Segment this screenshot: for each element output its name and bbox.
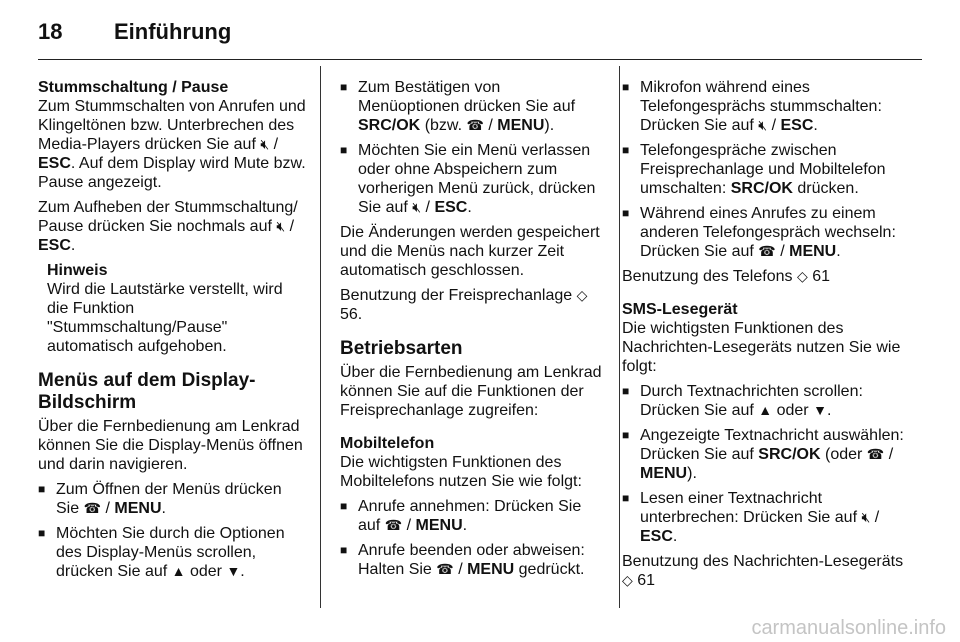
button-name: ESC (38, 237, 71, 254)
text: Zum Öffnen der Menüs drücken Sie (56, 481, 282, 517)
note-text: Wird die Lautstärke verstellt, wird die Funktion "Stummschaltung/Pause" automatisch aufgehoben. (47, 281, 283, 355)
text: . (813, 117, 818, 134)
list-item (622, 141, 908, 198)
list-item (38, 524, 306, 581)
arrow-up-icon: ▲ (758, 402, 773, 418)
paragraph: Die wichtigsten Funktionen des Nachrichten-Lesegeräts nutzen Sie wie folgt: (622, 320, 901, 375)
bullet-list (340, 497, 604, 579)
subheading-mobile: Mobiltelefon (340, 435, 435, 452)
text: gedrückt. (518, 561, 585, 578)
phone-handset-icon: ☎︎ (866, 446, 885, 462)
arrow-up-icon: ▲ (171, 563, 186, 579)
page-reference-icon: ◇ (796, 268, 808, 284)
phone-handset-icon: ☎︎ (466, 117, 484, 133)
text: / (488, 117, 493, 134)
text: / (425, 199, 430, 216)
button-name: MENU (467, 561, 515, 578)
column-1 (38, 78, 306, 587)
text: / (458, 561, 463, 578)
subheading-sms: SMS-Lesegerät (622, 301, 738, 318)
text: / (273, 136, 279, 153)
text: / (289, 218, 295, 235)
text: . (240, 563, 245, 580)
mute-speaker-icon: 🔇︎ (276, 218, 286, 234)
button-name: ESC (780, 117, 814, 134)
page-number: 18 (38, 19, 63, 44)
paragraph: Über die Fernbedienung am Lenkrad können Sie die Display-Menüs öffnen und darin navigieren. (38, 418, 303, 473)
text: oder (189, 563, 222, 580)
text: . (70, 237, 76, 254)
text: Anrufe annehmen: Drücken Sie auf (358, 498, 582, 534)
spacer (622, 292, 908, 300)
text: Zum Aufheben der Stummschaltung/ Pause drücken Sie nochmals auf (38, 199, 298, 235)
text: . (467, 199, 472, 216)
text: . (826, 402, 832, 419)
text: oder (776, 402, 809, 419)
text: / (874, 509, 880, 526)
text: Benutzung des Telefons (622, 268, 793, 285)
column-divider (619, 66, 620, 608)
button-name: ESC (38, 155, 71, 172)
paragraph: Die wichtigsten Funktionen des Mobiltelefons nutzen Sie wie folgt: (340, 454, 582, 490)
text: Angezeigte Textnachricht auswählen: Drücken Sie auf (640, 427, 904, 463)
watermark: carmanualsonline.info (751, 617, 946, 639)
list-item (340, 541, 604, 579)
column-3 (622, 78, 908, 596)
text: Anrufe beenden oder abweisen: Halten Sie (358, 542, 585, 578)
bullet-list (38, 480, 306, 581)
note-title: Hinweis (47, 262, 108, 279)
text: Zum Bestätigen von Menüoptionen drücken Sie auf (358, 79, 576, 115)
button-name: ESC (640, 528, 673, 545)
button-name: ESC (434, 199, 468, 216)
mute-speaker-icon: 🔇︎ (861, 509, 871, 525)
button-name: MENU (640, 465, 688, 482)
text: / (888, 446, 894, 463)
column-divider (320, 66, 321, 608)
phone-handset-icon: ☎︎ (83, 500, 102, 516)
page-reference-icon: ◇ (622, 572, 633, 588)
text: Benutzung des Nachrichten-Lesegeräts (622, 553, 904, 570)
mute-speaker-icon: 🔇︎ (412, 199, 422, 215)
list-item (622, 204, 908, 261)
text: drücken. (797, 180, 859, 197)
text: ). (544, 117, 555, 134)
text: . (462, 517, 468, 534)
page-header (38, 18, 231, 46)
paragraph (38, 97, 306, 192)
list-item (622, 78, 908, 135)
text: / (406, 517, 412, 534)
button-name: SRC/OK (758, 446, 821, 463)
text: Während eines Anrufes zu einem anderen Telefongespräch wechseln: Drücken Sie auf (640, 205, 896, 260)
section-heading-menus: Menüs auf dem Display-Bildschirm (38, 370, 256, 413)
button-name: SRC/OK (730, 180, 793, 197)
mute-speaker-icon: 🔇︎ (260, 136, 270, 152)
list-item (622, 426, 908, 483)
spacer (340, 426, 604, 434)
page-reference-icon: ◇ (576, 287, 588, 303)
paragraph (622, 267, 908, 286)
paragraph: Die Änderungen werden gespeichert und die Menüs nach kurzer Zeit automatisch geschlossen. (340, 224, 600, 279)
bullet-list (340, 78, 604, 217)
text: Durch Textnachrichten scrollen: Drücken Sie auf (640, 383, 863, 419)
phone-handset-icon: ☎︎ (436, 561, 454, 577)
text: Möchten Sie ein Menü verlassen oder ohne Abspeichern zum vorherigen Menü zurück, drücken Sie auf (358, 142, 596, 216)
list-item (622, 489, 908, 546)
text: ). (687, 465, 697, 482)
paragraph: Über die Fernbedienung am Lenkrad können Sie auf die Funktionen der Freisprechanlage zugreifen: (340, 364, 602, 419)
text: / (771, 117, 777, 134)
phone-handset-icon: ☎︎ (758, 243, 776, 259)
list-item (38, 480, 306, 518)
list-item (340, 141, 604, 217)
section-heading-modes: Betriebsarten (340, 338, 463, 359)
page-reference: 61 (812, 268, 830, 285)
subheading-mute: Stummschaltung / Pause (38, 79, 229, 96)
list-item (622, 382, 908, 420)
text: . (161, 500, 166, 517)
phone-handset-icon: ☎︎ (384, 517, 403, 533)
text: Telefongespräche zwischen Freisprechanlage und Mobiltelefon umschalten: (640, 142, 886, 197)
text: (oder (824, 446, 863, 463)
mute-speaker-icon: 🔇︎ (758, 117, 768, 133)
page-title: Einführung (114, 19, 232, 44)
note-box (47, 261, 306, 356)
bullet-list (622, 382, 908, 546)
text: . (836, 243, 841, 260)
column-2 (340, 78, 604, 585)
text: / (105, 500, 110, 517)
text: . Auf dem Display wird Mute bzw. Pause angezeigt. (38, 155, 306, 191)
text: / (780, 243, 785, 260)
arrow-down-icon: ▼ (226, 563, 241, 579)
text: Zum Stummschalten von Anrufen und Klingeltönen bzw. Unterbrechen des Media-Players drücken Sie auf (38, 98, 306, 153)
arrow-down-icon: ▼ (813, 402, 827, 418)
paragraph (38, 198, 306, 255)
button-name: MENU (114, 500, 162, 517)
button-name: MENU (415, 517, 463, 534)
bullet-list (622, 78, 908, 261)
text: (bzw. (424, 117, 463, 134)
button-name: MENU (497, 117, 545, 134)
paragraph (622, 552, 908, 590)
text: Benutzung der Freisprechanlage (340, 287, 573, 304)
page-reference: 61 (637, 572, 656, 589)
text: . (672, 528, 678, 545)
paragraph (340, 286, 604, 324)
list-item (340, 78, 604, 135)
page-reference: 56. (340, 306, 363, 323)
text: Mikrofon während eines Telefongesprächs stummschalten: Drücken Sie auf (640, 79, 882, 134)
button-name: MENU (789, 243, 837, 260)
list-item (340, 497, 604, 535)
text: Möchten Sie durch die Optionen des Display-Menüs scrollen, drücken Sie auf (56, 525, 285, 580)
button-name: SRC/OK (358, 117, 421, 134)
header-rule (38, 59, 922, 60)
text: Lesen einer Textnachricht unterbrechen: Drücken Sie auf (640, 490, 858, 526)
